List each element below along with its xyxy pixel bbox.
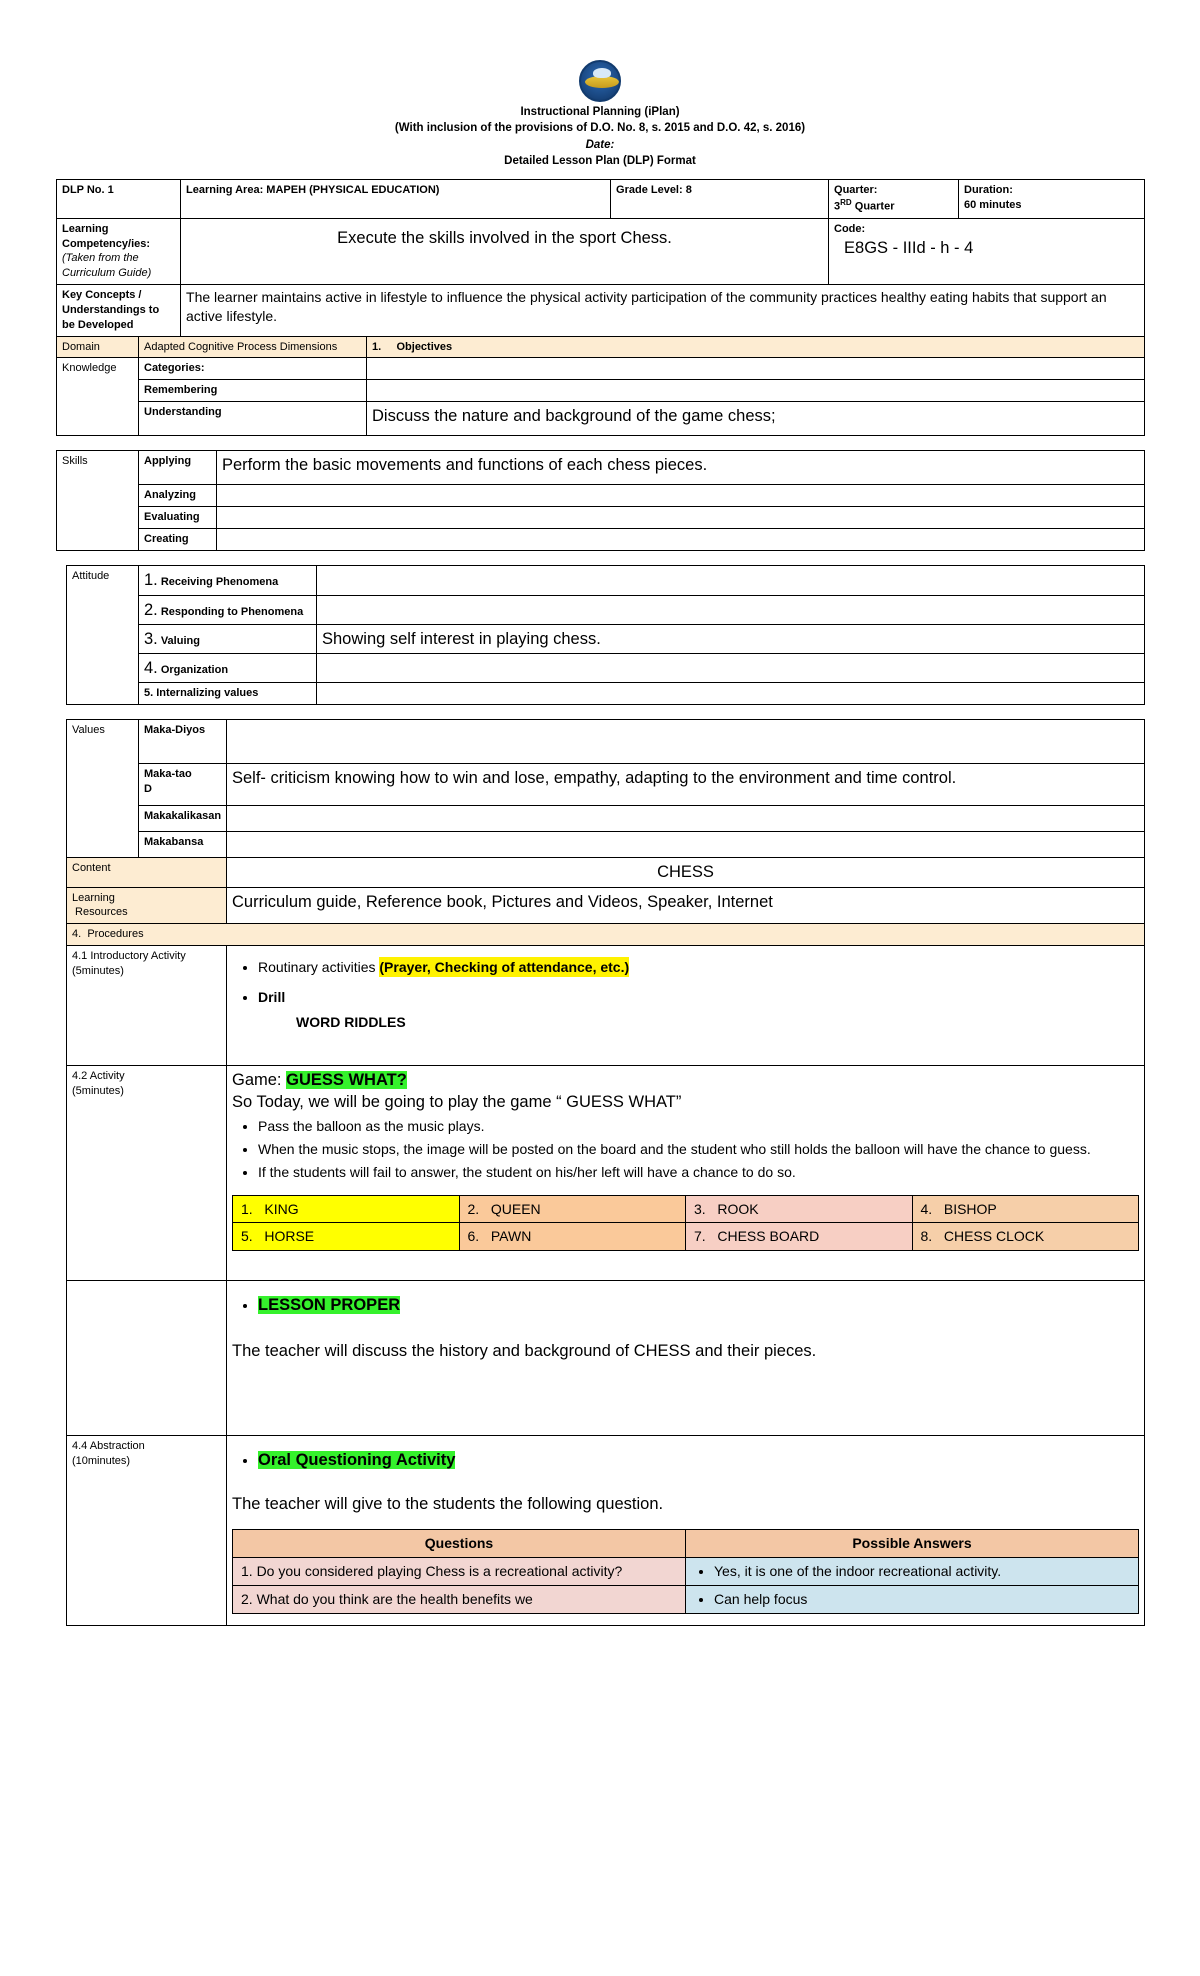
attitude-text-label-2: Valuing <box>157 634 200 647</box>
chess-term-num-7: 8. <box>920 1228 933 1245</box>
activity-row <box>67 1066 1145 1281</box>
understanding-label: Understanding <box>139 402 367 436</box>
intro-item-1-sub: WORD RIDDLES <box>296 1013 406 1030</box>
values-row-text-2 <box>227 806 1145 832</box>
code-label: Code: <box>834 222 866 235</box>
chess-term-num-6: 7. <box>694 1228 706 1245</box>
deped-logo-icon <box>579 60 621 102</box>
attitude-row-0 <box>67 566 1145 595</box>
abstraction-bullet-list <box>232 1449 1139 1473</box>
qa-answer-1-list <box>694 1590 1130 1609</box>
skills-row-label-3: Creating <box>139 529 217 551</box>
values-row-label-2: Makakalikasan <box>139 806 227 832</box>
objectives-header <box>367 336 1145 358</box>
intro-activity-label <box>67 946 227 1066</box>
attitude-row-label-3 <box>139 654 317 683</box>
chess-term-0 <box>233 1195 460 1223</box>
attitude-row-label-4 <box>139 683 317 705</box>
qa-col-answers: Possible Answers <box>686 1530 1139 1558</box>
activity-game-name: GUESS WHAT? <box>286 1071 407 1090</box>
activity-game-prefix: Game: <box>232 1071 282 1090</box>
header-date-label: Date: <box>585 138 615 151</box>
domain-label: Domain <box>57 336 139 358</box>
values-row-1 <box>67 764 1145 806</box>
chess-term-name-1: QUEEN <box>490 1200 541 1217</box>
qa-col-questions: Questions <box>233 1530 686 1558</box>
skills-row-evaluating <box>57 507 1145 529</box>
activity-content <box>227 1066 1145 1281</box>
quarter-value-sup: RD <box>840 198 852 208</box>
activity-bullet-0: • Pass the balloon as the music plays. <box>258 1116 1139 1136</box>
attitude-text-label-4: Internalizing values <box>153 687 259 700</box>
attitude-text-label-0: Receiving Phenomena <box>157 576 279 589</box>
intro-activity-title: 4.1 Introductory Activity <box>72 950 186 963</box>
procedures-no: 4. <box>72 928 82 941</box>
chess-term-num-4: 5. <box>241 1228 253 1245</box>
qa-answer-0: • Yes, it is one of the indoor recreational activity. <box>714 1562 1130 1581</box>
header-line-1: Instructional Planning (iPlan) <box>520 106 680 118</box>
lesson-proper-text: The teacher will discuss the history and background of CHESS and their pieces. <box>232 1342 817 1361</box>
skills-row-text-1 <box>217 485 1145 507</box>
content-value: CHESS <box>227 858 1145 887</box>
code-cell <box>829 218 1145 284</box>
attitude-num-0: 1. <box>144 571 158 590</box>
skills-row-text-0: Perform the basic movements and functions of each chess pieces. <box>217 451 1145 485</box>
content-row <box>67 858 1145 887</box>
competency-sub: (Taken from the Curriculum Guide) <box>62 252 152 280</box>
attitude-num-1: 2. <box>144 600 158 619</box>
dlp-no-cell: DLP No. 1 <box>57 180 181 218</box>
abstraction-time: (10minutes) <box>72 1454 131 1467</box>
categories-blank <box>367 358 1145 380</box>
chess-term-name-6: CHESS BOARD <box>717 1228 820 1245</box>
skills-table <box>56 450 1145 551</box>
values-row-text-1: Self- criticism knowing how to win and lose, empathy, adapting to the environment and time control. <box>227 764 1145 806</box>
remembering-row <box>57 380 1145 402</box>
lesson-proper-content <box>227 1281 1145 1436</box>
intro-item-0: Routinary activities <box>258 959 376 976</box>
values-label: Values <box>67 720 139 858</box>
activity-intro-text: So Today, we will be going to play the game “ GUESS WHAT” <box>232 1093 682 1112</box>
chess-term-5 <box>459 1223 686 1251</box>
dimensions-label: Adapted Cognitive Process Dimensions <box>139 336 367 358</box>
chess-term-4 <box>233 1223 460 1251</box>
values-row-text-0 <box>227 720 1145 764</box>
key-concepts-text: The learner maintains active in lifestyle to influence the physical activity participation of the community practices healthy eating habits that support an active lifestyle. <box>181 285 1145 337</box>
attitude-row-1 <box>67 595 1145 624</box>
attitude-text-label-3: Organization <box>157 664 229 677</box>
objectives-label: Objectives <box>396 340 453 353</box>
qa-question-0: 1. Do you considered playing Chess is a recreational activity? <box>233 1558 686 1586</box>
competency-text: Execute the skills involved in the sport Chess. <box>181 218 829 284</box>
procedures-header-row <box>67 924 1145 946</box>
info-row-1 <box>57 180 1145 218</box>
learning-area-cell: Learning Area: MAPEH (PHYSICAL EDUCATION) <box>181 180 611 218</box>
intro-activity-row <box>67 946 1145 1066</box>
duration-label: Duration: <box>964 184 1013 197</box>
knowledge-categories-row <box>57 358 1145 380</box>
chess-terms-row-1 <box>233 1195 1139 1223</box>
attitude-row-label-1 <box>139 595 317 624</box>
activity-bullet-1: • When the music stops, the image will be posted on the board and the student who still holds the balloon will have the chance to guess. <box>258 1139 1139 1159</box>
qa-answer-1-cell <box>686 1586 1139 1614</box>
lesson-proper-heading: LESSON PROPER <box>258 1296 401 1315</box>
chess-term-name-2: ROOK <box>717 1200 759 1217</box>
values-row-label-0: Maka-Diyos <box>139 720 227 764</box>
intro-bullet-0 <box>258 951 1139 977</box>
values-row-2 <box>67 806 1145 832</box>
intro-activity-time: (5minutes) <box>72 964 124 977</box>
knowledge-label: Knowledge <box>57 358 139 436</box>
skills-row-applying <box>57 451 1145 485</box>
resources-label: Learning Resources <box>67 887 227 924</box>
chess-term-num-3: 4. <box>920 1200 933 1217</box>
values-row-label-1: Maka-tao D <box>139 764 227 806</box>
qa-answer-1: • Can help focus <box>714 1590 1130 1609</box>
attitude-label: Attitude <box>67 566 139 705</box>
chess-term-name-7: CHESS CLOCK <box>943 1228 1045 1245</box>
chess-term-num-5: 6. <box>467 1228 480 1245</box>
attitude-row-text-0 <box>317 566 1145 595</box>
quarter-value: 3 <box>834 200 841 213</box>
remembering-text <box>367 380 1145 402</box>
info-row-competency <box>57 218 1145 284</box>
attitude-table <box>66 565 1145 705</box>
skills-row-creating <box>57 529 1145 551</box>
abstraction-label <box>67 1436 227 1626</box>
skills-row-label-2: Evaluating <box>139 507 217 529</box>
attitude-num-4: 5. <box>144 687 154 700</box>
remembering-label: Remembering <box>139 380 367 402</box>
understanding-row <box>57 402 1145 436</box>
attitude-num-2: 3. <box>144 629 158 648</box>
attitude-row-text-2: Showing self interest in playing chess. <box>317 624 1145 653</box>
activity-game-line <box>232 1069 1139 1091</box>
header-line-2: (With inclusion of the provisions of D.O. No. 8, s. 2015 and D.O. 42, s. 2016) <box>394 122 806 135</box>
content-label: Content <box>67 858 227 887</box>
procedures-label: Procedures <box>87 928 144 941</box>
activity-bullet-2: • If the students will fail to answer, the student on his/her left will have a chance to do so. <box>258 1162 1139 1182</box>
intro-item-1: Drill <box>258 989 286 1006</box>
quarter-value-rest: Quarter <box>851 200 895 213</box>
qa-answer-0-cell <box>686 1558 1139 1586</box>
quarter-label: Quarter: <box>834 184 878 197</box>
chess-term-7 <box>912 1223 1139 1251</box>
chess-term-name-4: HORSE <box>264 1228 315 1245</box>
chess-terms-row-2 <box>233 1223 1139 1251</box>
intro-bullets <box>232 951 1139 1032</box>
lesson-proper-row <box>67 1281 1145 1436</box>
abstraction-row <box>67 1436 1145 1626</box>
abstraction-qa-table <box>232 1529 1139 1614</box>
chess-term-num-0: 1. <box>241 1200 253 1217</box>
qa-answer-0-list <box>694 1562 1130 1581</box>
attitude-text-label-1: Responding to Phenomena <box>157 605 304 618</box>
chess-term-name-3: BISHOP <box>943 1200 997 1217</box>
procedures-header <box>67 924 1145 946</box>
skills-row-text-2 <box>217 507 1145 529</box>
skills-row-analyzing <box>57 485 1145 507</box>
header-line-4: Detailed Lesson Plan (DLP) Format <box>504 154 696 167</box>
lesson-proper-bullet-list <box>232 1294 1139 1318</box>
abstraction-title: 4.4 Abstraction <box>72 1440 145 1453</box>
intro-bullet-1 <box>258 987 1139 1032</box>
skills-row-label-1: Analyzing <box>139 485 217 507</box>
code-value: E8GS - IIId - h - 4 <box>844 238 974 257</box>
qa-question-1: 2. What do you think are the health benefits we <box>233 1586 686 1614</box>
understanding-text: Discuss the nature and background of the game chess; <box>367 402 1145 436</box>
qa-row-0 <box>233 1558 1139 1586</box>
lesson-proper-bullet <box>258 1294 1139 1318</box>
qa-row-1 <box>233 1586 1139 1614</box>
chess-term-2 <box>686 1195 913 1223</box>
lesson-proper-label <box>67 1281 227 1436</box>
values-row-text-3 <box>227 832 1145 858</box>
resources-value: Curriculum guide, Reference book, Pictures and Videos, Speaker, Internet <box>227 887 1145 924</box>
attitude-row-text-3 <box>317 654 1145 683</box>
info-row-key-concepts <box>57 285 1145 337</box>
attitude-row-label-0 <box>139 566 317 595</box>
competency-label-cell <box>57 218 181 284</box>
attitude-num-3: 4. <box>144 659 158 678</box>
chess-term-num-2: 3. <box>694 1200 706 1217</box>
duration-value: 60 minutes <box>964 199 1022 212</box>
activity-time: (5minutes) <box>72 1084 124 1097</box>
intro-activity-content <box>227 946 1145 1066</box>
grade-level-cell: Grade Level: 8 <box>611 180 829 218</box>
chess-term-1 <box>459 1195 686 1223</box>
chess-term-num-1: 2. <box>467 1200 480 1217</box>
attitude-row-text-4 <box>317 683 1145 705</box>
chess-term-name-0: KING <box>264 1200 299 1217</box>
attitude-row-text-1 <box>317 595 1145 624</box>
abstraction-heading: Oral Questioning Activity <box>258 1451 456 1470</box>
values-row-label-3: Makabansa <box>139 832 227 858</box>
categories-label: Categories: <box>139 358 367 380</box>
values-procedures-table <box>66 719 1145 1626</box>
activity-label <box>67 1066 227 1281</box>
chess-terms-table <box>232 1195 1139 1252</box>
quarter-cell <box>829 180 959 218</box>
activity-bullets <box>232 1116 1139 1183</box>
competency-label: Learning Competency/ies: <box>62 222 151 250</box>
knowledge-header-row <box>57 336 1145 358</box>
attitude-row-label-2 <box>139 624 317 653</box>
values-row-0 <box>67 720 1145 764</box>
attitude-row-4 <box>67 683 1145 705</box>
chess-term-3 <box>912 1195 1139 1223</box>
abstraction-content <box>227 1436 1145 1626</box>
intro-item-0-sub: (Prayer, Checking of attendance, etc.) <box>379 957 629 977</box>
key-concepts-label: Key Concepts / Understandings to be Developed <box>57 285 181 337</box>
attitude-row-3 <box>67 654 1145 683</box>
resources-row <box>67 887 1145 924</box>
skills-row-label-0: Applying <box>139 451 217 485</box>
abstraction-text: The teacher will give to the students the following question. <box>232 1495 664 1514</box>
info-table <box>56 179 1145 436</box>
abstraction-bullet <box>258 1449 1139 1473</box>
document-header <box>56 60 1144 169</box>
objectives-no: 1. <box>372 340 382 353</box>
chess-term-6 <box>686 1223 913 1251</box>
chess-term-name-5: PAWN <box>490 1228 532 1245</box>
values-row-3 <box>67 832 1145 858</box>
skills-label: Skills <box>57 451 139 551</box>
activity-title: 4.2 Activity <box>72 1070 125 1083</box>
attitude-row-2 <box>67 624 1145 653</box>
qa-header-row <box>233 1530 1139 1558</box>
skills-row-text-3 <box>217 529 1145 551</box>
duration-cell <box>959 180 1145 218</box>
